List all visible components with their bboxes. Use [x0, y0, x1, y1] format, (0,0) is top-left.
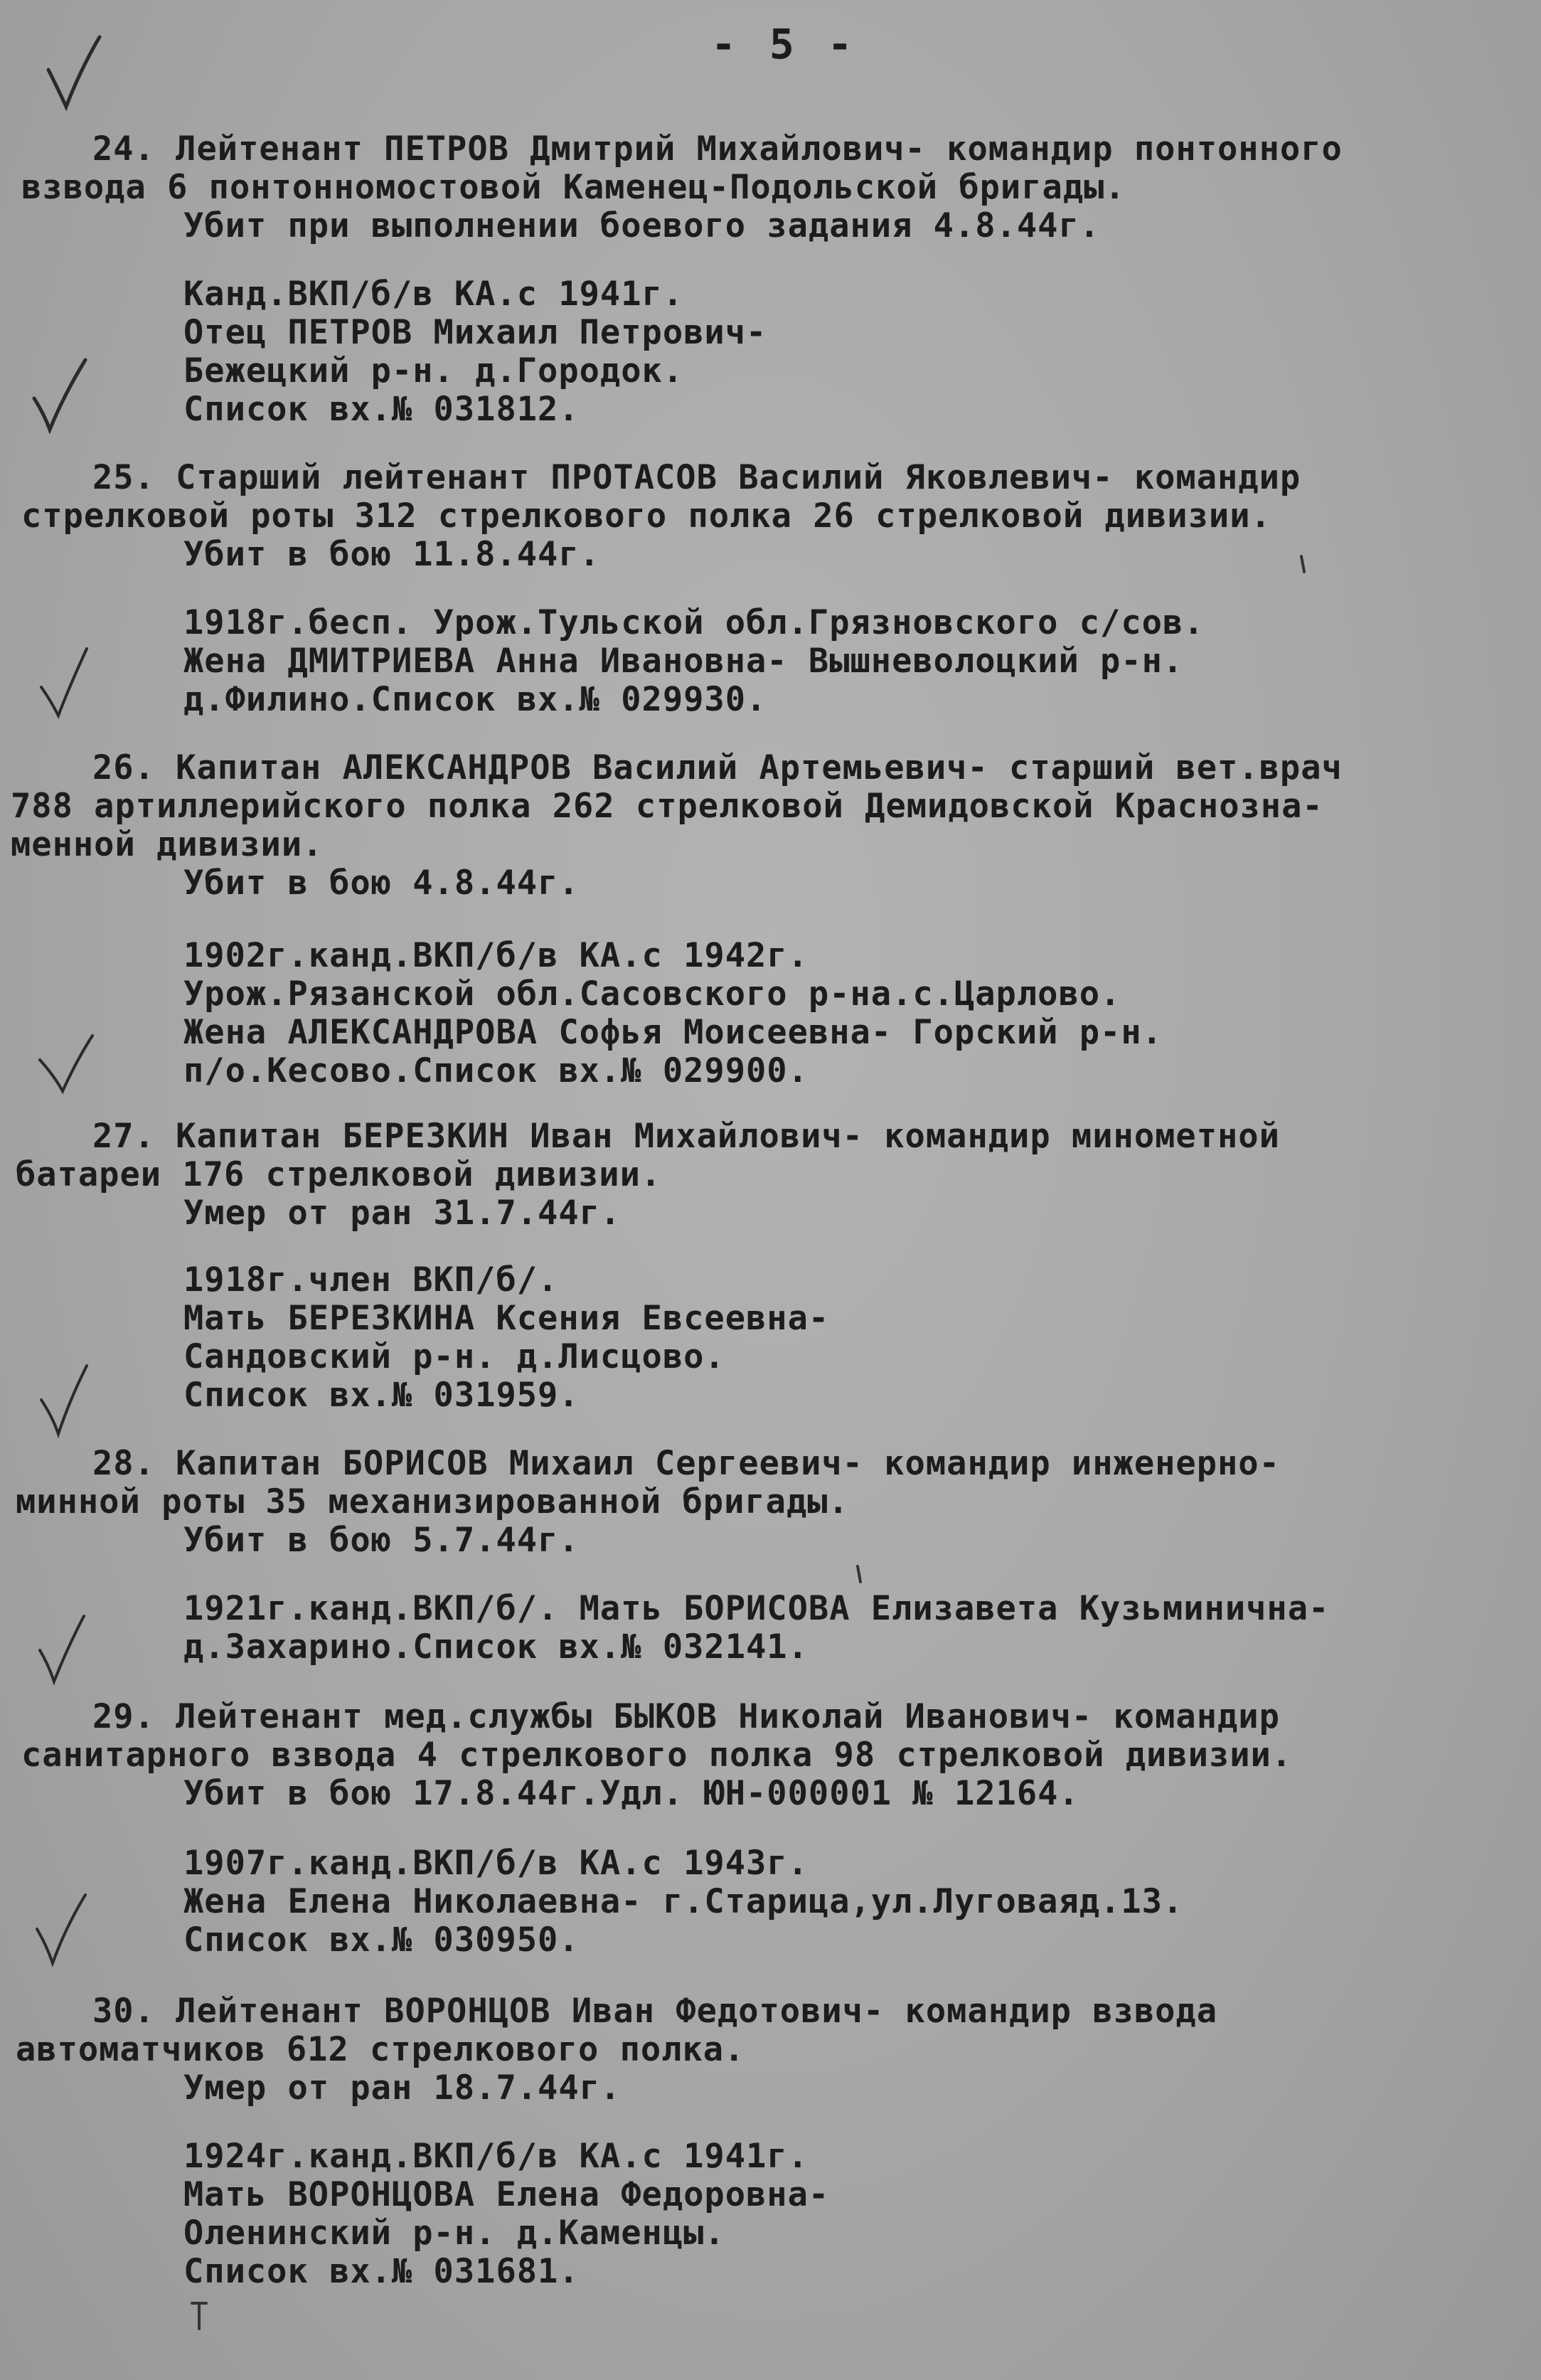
entry-24-line-7: Список вх.№ 031812.	[183, 390, 580, 429]
entry-25-line-3: Убит в бою 11.8.44г.	[183, 535, 600, 574]
entry-29-line-3: Убит в бою 17.8.44г.Удл. ЮН-000001 № 12164.	[183, 1774, 1079, 1813]
entry-25-line-2: стрелковой роты 312 стрелкового полка 26 стрелковой дивизии.	[21, 496, 1271, 536]
entry-24-line-4: Канд.ВКП/б/в КА.с 1941г.	[183, 275, 684, 314]
entry-27-line-4: 1918г.член ВКП/б/.	[183, 1260, 559, 1300]
entry-29-line-4: 1907г.канд.ВКП/б/в КА.с 1943г.	[183, 1844, 809, 1883]
checkmark-icon	[33, 1610, 97, 1689]
entry-24-line-1: 24. Лейтенант ПЕТРОВ Дмитрий Михайлович- командир понтонного	[92, 129, 1343, 169]
entry-26-line-6: Урож.Рязанской обл.Сасовского р-на.с.Царлово.	[183, 974, 1121, 1014]
entry-29-line-1: 29. Лейтенант мед.службы БЫКОВ Николай Иванович- командир	[92, 1697, 1280, 1736]
entry-29-line-5: Жена Елена Николаевна- г.Старица,ул.Луговаяд.13.	[183, 1882, 1184, 1921]
entry-26-line-8: п/о.Кесово.Список вх.№ 029900.	[183, 1051, 809, 1090]
entry-26-line-7: Жена АЛЕКСАНДРОВА Софья Моисеевна- Горский р-н.	[183, 1013, 1163, 1052]
checkmark-icon	[34, 1024, 98, 1103]
entry-30-line-5: Мать ВОРОНЦОВА Елена Федоровна-	[183, 2175, 830, 2214]
checkmark-icon	[34, 1363, 98, 1441]
entry-28-line-5: д.Захарино.Список вх.№ 032141.	[183, 1627, 809, 1667]
checkmark-icon	[34, 642, 98, 720]
checkmark-icon	[30, 1892, 94, 1970]
entry-28-line-2: минной роты 35 механизированной бригады.	[16, 1482, 849, 1521]
stray-mark	[852, 1565, 866, 1586]
entry-24-line-3: Убит при выполнении боевого задания 4.8.44г.	[183, 206, 1101, 245]
entry-24-line-2: взвода 6 понтонномостовой Каменец-Подольской бригады.	[21, 168, 1126, 207]
entry-30-line-1: 30. Лейтенант ВОРОНЦОВ Иван Федотович- командир взвода	[92, 1992, 1218, 2031]
entry-27-line-1: 27. Капитан БЕРЕЗКИН Иван Михайлович- командир минометной	[92, 1117, 1280, 1156]
entry-28-line-3: Убит в бою 5.7.44г.	[183, 1521, 580, 1560]
entry-24-line-5: Отец ПЕТРОВ Михаил Петрович-	[183, 313, 767, 352]
entry-25-line-5: Жена ДМИТРИЕВА Анна Ивановна- Вышневолоцкий р-н.	[183, 642, 1184, 681]
entry-28-line-1: 28. Капитан БОРИСОВ Михаил Сергеевич- командир инженерно-	[92, 1444, 1280, 1483]
entry-27-line-3: Умер от ран 31.7.44г.	[183, 1194, 622, 1233]
entry-26-line-5: 1902г.канд.ВКП/б/в КА.с 1942г.	[183, 936, 809, 975]
entry-27-line-6: Сандовский р-н. д.Лисцово.	[183, 1337, 725, 1376]
entry-26-line-2: 788 артиллерийского полка 262 стрелковой Демидовской Краснозна-	[11, 787, 1323, 826]
stray-mark	[1296, 555, 1310, 576]
entry-30-line-3: Умер от ран 18.7.44г.	[183, 2068, 622, 2108]
checkmark-icon	[28, 356, 92, 434]
checkmark-icon	[41, 34, 105, 112]
entry-27-line-7: Список вх.№ 031959.	[183, 1376, 580, 1415]
entry-26-line-4: Убит в бою 4.8.44г.	[183, 864, 580, 903]
entry-25-line-4: 1918г.бесп. Урож.Тульской обл.Грязновского с/сов.	[183, 603, 1205, 642]
entry-24-line-6: Бежецкий р-н. д.Городок.	[183, 351, 684, 391]
entry-26-line-1: 26. Капитан АЛЕКСАНДРОВ Василий Артемьевич- старший вет.врач	[92, 748, 1343, 787]
entry-25-line-1: 25. Старший лейтенант ПРОТАСОВ Василий Яковлевич- командир	[92, 458, 1301, 497]
entry-25-line-6: д.Филино.Список вх.№ 029930.	[183, 680, 767, 719]
entry-27-line-5: Мать БЕРЕЗКИНА Ксения Евсеевна-	[183, 1299, 830, 1338]
entry-30-line-7: Список вх.№ 031681.	[183, 2252, 580, 2291]
entry-27-line-2: батареи 176 стрелковой дивизии.	[16, 1155, 662, 1194]
page-number: - 5 -	[711, 20, 857, 68]
entry-30-line-6: Оленинский р-н. д.Каменцы.	[183, 2214, 725, 2253]
entry-28-line-4: 1921г.канд.ВКП/б/. Мать БОРИСОВА Елизавета Кузьминична-	[183, 1589, 1330, 1628]
entry-26-line-3: менной дивизии.	[11, 825, 324, 864]
entry-29-line-6: Список вх.№ 030950.	[183, 1921, 580, 1960]
entry-30-line-2: автоматчиков 612 стрелкового полка.	[16, 2030, 745, 2069]
entry-30-line-4: 1924г.канд.ВКП/б/в КА.с 1941г.	[183, 2137, 809, 2176]
entry-29-line-2: санитарного взвода 4 стрелкового полка 98 стрелковой дивизии.	[21, 1736, 1293, 1775]
stray-mark	[189, 2297, 203, 2319]
